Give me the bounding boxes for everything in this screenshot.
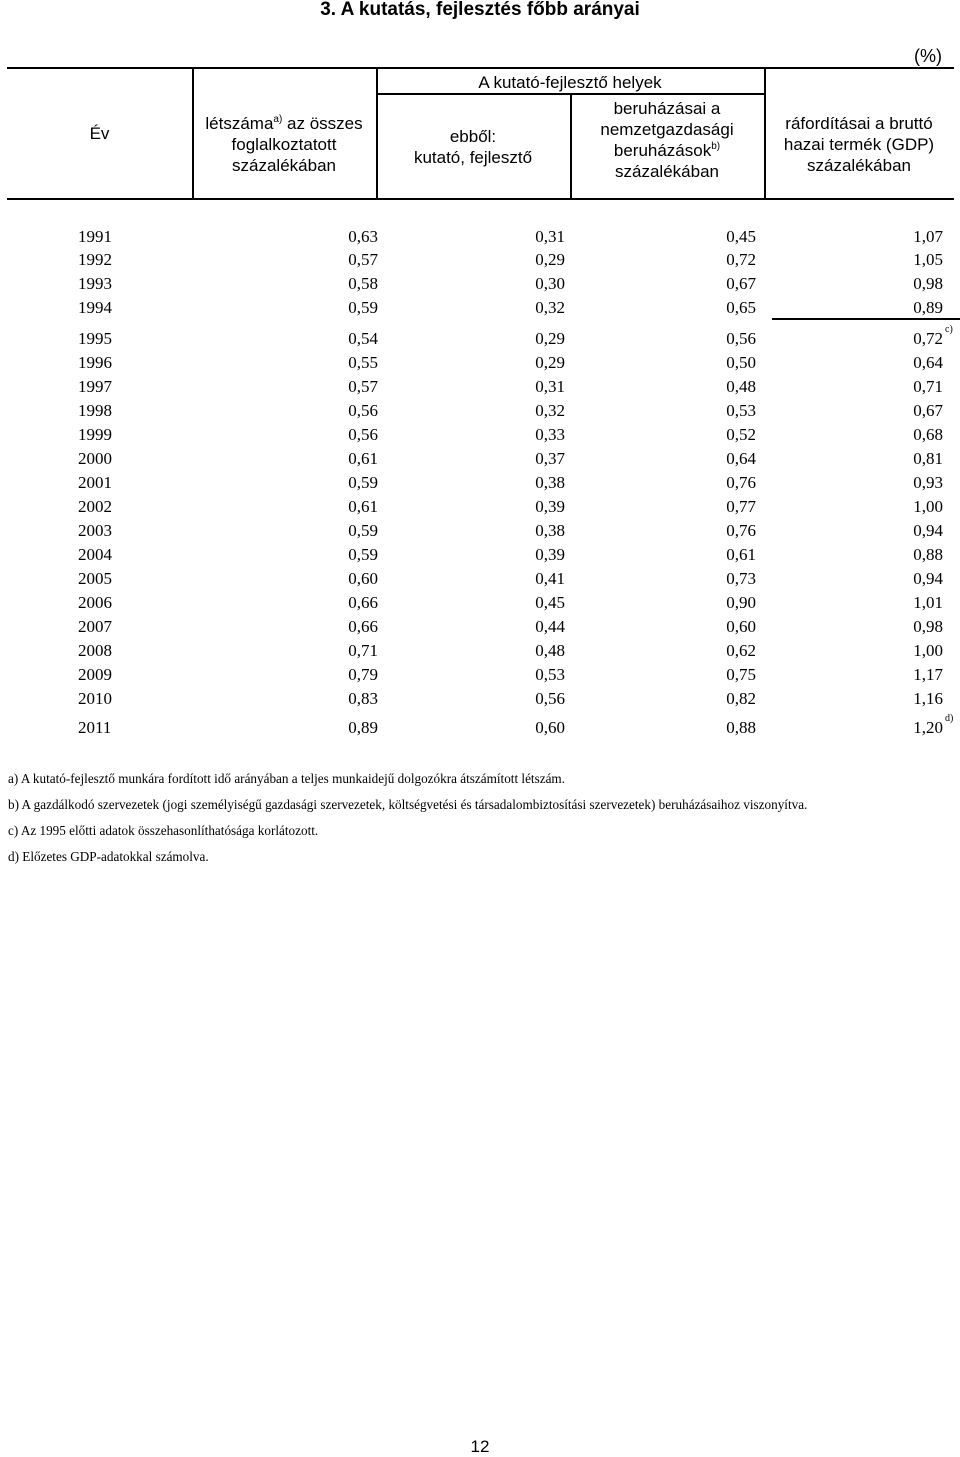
table-row	[0, 567, 960, 591]
year-cell: 2002	[78, 497, 112, 516]
cell-col2: 0,33	[535, 425, 565, 444]
table-row	[0, 591, 960, 615]
year-cell: 1999	[78, 425, 112, 444]
header-col4: ráfordításai a bruttó hazai termék (GDP) százalékában	[783, 114, 935, 175]
cell-col1: 0,89	[348, 718, 378, 737]
table-row	[0, 375, 960, 399]
cell-col2: 0,44	[535, 617, 565, 636]
footnotes	[8, 766, 807, 870]
year-cell: 2006	[78, 593, 112, 612]
table-row	[0, 687, 960, 711]
footnote-c: c) Az 1995 előtti adatok összehasonlíthatósága korlátozott.	[8, 823, 319, 838]
cell-col3: 0,65	[726, 298, 756, 317]
table-row	[0, 272, 960, 296]
cell-col4: 1,07	[913, 227, 943, 246]
year-cell: 1992	[78, 250, 112, 269]
cell-col3: 0,48	[726, 377, 756, 396]
cell-col4: 1,00	[913, 497, 943, 516]
cell-col4: 0,89	[913, 298, 943, 317]
table-row	[0, 447, 960, 471]
cell-col2: 0,29	[535, 329, 565, 348]
cell-col1: 0,56	[348, 425, 378, 444]
table-row	[0, 495, 960, 519]
cell-col3: 0,61	[726, 545, 756, 564]
cell-col1: 0,66	[348, 617, 378, 636]
cell-col1: 0,58	[348, 274, 378, 293]
cell-col2: 0,53	[535, 665, 565, 684]
cell-col4: 1,20 d)	[913, 713, 954, 737]
cell-col1: 0,57	[348, 250, 378, 269]
year-cell: 2011	[78, 718, 112, 737]
header-top-rule	[7, 67, 954, 69]
cell-col2: 0,37	[535, 449, 565, 468]
cell-col1: 0,56	[348, 401, 378, 420]
cell-col4: 0,98	[913, 274, 943, 293]
cell-col3: 0,76	[726, 521, 756, 540]
year-cell: 2003	[78, 521, 112, 540]
cell-col4: 0,81	[913, 449, 943, 468]
cell-col3: 0,75	[726, 665, 756, 684]
cell-col4: 0,93	[913, 473, 943, 492]
cell-col1: 0,54	[348, 329, 378, 348]
table-row	[0, 296, 960, 320]
cell-col2: 0,29	[535, 353, 565, 372]
table-row	[0, 713, 960, 740]
header-year: Év	[89, 124, 110, 143]
cell-col2: 0,29	[535, 250, 565, 269]
footnote-b: b) A gazdálkodó szervezetek (jogi személyiségű gazdasági szervezetek, költségvetési és társadalombiztosítási szervezetek) beruházásaihoz viszonyítva.	[8, 797, 808, 812]
cell-col2: 0,38	[535, 521, 565, 540]
cell-col1: 0,63	[348, 227, 378, 246]
cell-col4: 0,67	[913, 401, 943, 420]
cell-col4: 0,88	[913, 545, 943, 564]
table-row	[0, 663, 960, 687]
year-cell: 2010	[78, 689, 112, 708]
footnote-marker: d)	[945, 713, 954, 724]
page-number: 12	[470, 1437, 490, 1456]
table-row	[0, 225, 960, 249]
table-row	[0, 324, 960, 351]
cell-col1: 0,59	[348, 545, 378, 564]
cell-col1: 0,60	[348, 569, 378, 588]
cell-col3: 0,77	[726, 497, 756, 516]
year-cell: 1996	[78, 353, 112, 372]
cell-col4: 1,05	[913, 250, 943, 269]
cell-col3: 0,82	[726, 689, 756, 708]
cell-col4: 0,64	[913, 353, 943, 372]
footnote-a: a) A kutató-fejlesztő munkára fordított idő arányában a teljes munkaidejű dolgozókra átszámított létszám.	[8, 771, 565, 786]
year-cell: 1993	[78, 274, 112, 293]
year-cell: 1997	[78, 377, 112, 396]
table-row	[0, 248, 960, 272]
table-row	[0, 543, 960, 567]
cell-col2: 0,32	[535, 298, 565, 317]
footnote-marker: c)	[945, 324, 953, 335]
cell-col3: 0,52	[726, 425, 756, 444]
table-row	[0, 423, 960, 447]
year-cell: 1998	[78, 401, 112, 420]
cell-col2: 0,39	[535, 545, 565, 564]
page-title: 3. A kutatás, fejlesztés főbb arányai	[320, 0, 640, 20]
cell-col2: 0,38	[535, 473, 565, 492]
header-bottom-rule	[7, 198, 954, 200]
cell-col2: 0,45	[535, 593, 565, 612]
cell-col3: 0,76	[726, 473, 756, 492]
table-row	[0, 615, 960, 639]
cell-col4: 0,68	[913, 425, 943, 444]
table-row	[0, 471, 960, 495]
cell-col1: 0,59	[348, 521, 378, 540]
cell-col4: 0,71	[913, 377, 943, 396]
table-row	[0, 351, 960, 375]
footnote-d: d) Előzetes GDP-adatokkal számolva.	[8, 849, 209, 864]
table-row	[0, 399, 960, 423]
cell-col3: 0,73	[726, 569, 756, 588]
year-cell: 2001	[78, 473, 112, 492]
header-col2: ebből: kutató, fejlesztő	[413, 127, 533, 167]
cell-col3: 0,56	[726, 329, 756, 348]
cell-col1: 0,79	[348, 665, 378, 684]
cell-col3: 0,64	[726, 449, 756, 468]
cell-col3: 0,53	[726, 401, 756, 420]
cell-col3: 0,60	[726, 617, 756, 636]
cell-col3: 0,67	[726, 274, 756, 293]
cell-col4: 1,16	[913, 689, 943, 708]
cell-col4: 0,94	[913, 521, 943, 540]
cell-col3: 0,45	[726, 227, 756, 246]
cell-col2: 0,48	[535, 641, 565, 660]
cell-col1: 0,59	[348, 473, 378, 492]
cell-col1: 0,59	[348, 298, 378, 317]
year-cell: 2007	[78, 617, 112, 636]
year-cell: 1991	[78, 227, 112, 246]
table-row	[0, 519, 960, 543]
year-cell: 2004	[78, 545, 112, 564]
cell-col1: 0,61	[348, 449, 378, 468]
cell-col2: 0,60	[535, 718, 565, 737]
year-cell: 2009	[78, 665, 112, 684]
cell-col2: 0,31	[535, 227, 565, 246]
unit-label: (%)	[914, 46, 942, 66]
cell-col2: 0,32	[535, 401, 565, 420]
year-cell: 1994	[78, 298, 112, 317]
header-col3: beruházásai a nemzetgazdasági beruházások$^{b)}$ százalékában	[600, 99, 734, 181]
header-group: A kutató-fejlesztő helyek	[478, 73, 662, 92]
cell-col1: 0,66	[348, 593, 378, 612]
cell-col1: 0,83	[348, 689, 378, 708]
cell-col3: 0,50	[726, 353, 756, 372]
cell-col2: 0,56	[535, 689, 565, 708]
year-cell: 1995	[78, 329, 112, 348]
cell-col1: 0,71	[348, 641, 378, 660]
cell-col4: 1,01	[913, 593, 943, 612]
cell-col2: 0,30	[535, 274, 565, 293]
cell-col4: 0,94	[913, 569, 943, 588]
cell-col1: 0,61	[348, 497, 378, 516]
cell-col2: 0,41	[535, 569, 565, 588]
cell-col2: 0,39	[535, 497, 565, 516]
cell-col1: 0,55	[348, 353, 378, 372]
cell-col3: 0,90	[726, 593, 756, 612]
cell-col4: 0,98	[913, 617, 943, 636]
cell-col4: 0,72 c)	[913, 324, 953, 348]
header-col1: létszáma$^{a)}$ az összes foglalkoztatott százalékában	[205, 114, 363, 175]
table-row	[0, 639, 960, 663]
cell-col4: 1,17	[913, 665, 943, 684]
cell-col2: 0,31	[535, 377, 565, 396]
cell-col3: 0,72	[726, 250, 756, 269]
year-cell: 2000	[78, 449, 112, 468]
cell-col3: 0,88	[726, 718, 756, 737]
cell-col3: 0,62	[726, 641, 756, 660]
year-cell: 2005	[78, 569, 112, 588]
year-cell: 2008	[78, 641, 112, 660]
cell-col1: 0,57	[348, 377, 378, 396]
cell-col4: 1,00	[913, 641, 943, 660]
